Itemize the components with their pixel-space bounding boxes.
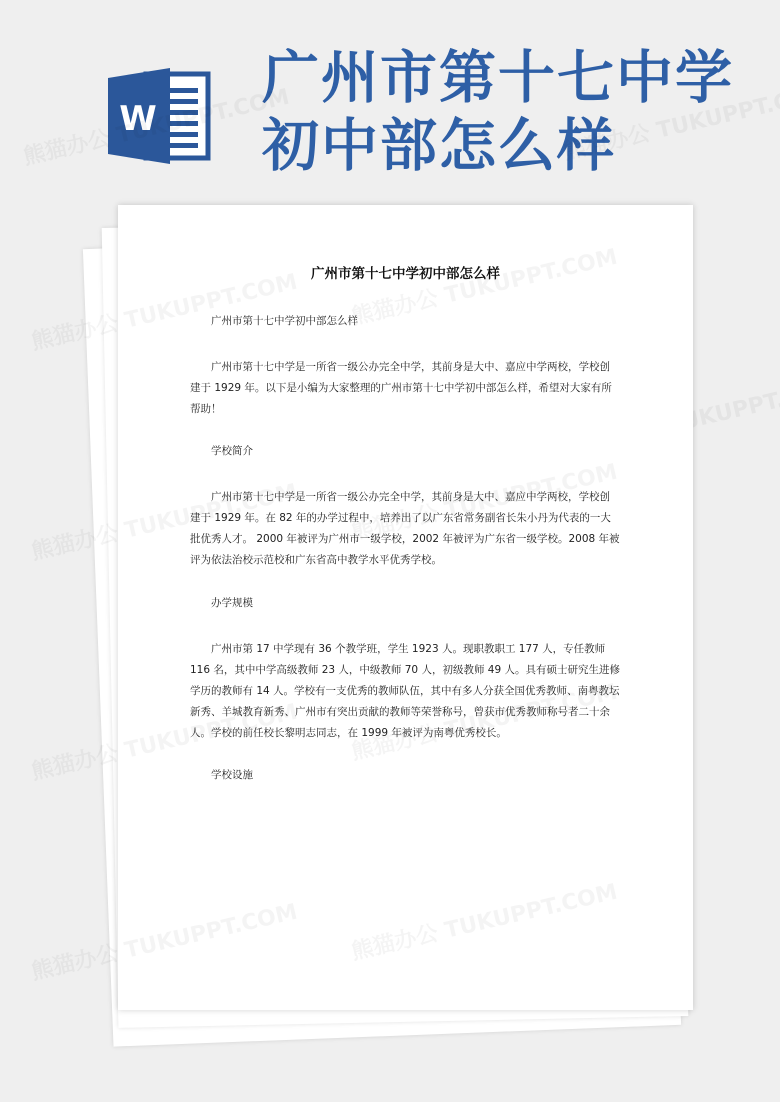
word-icon [108, 68, 212, 164]
intro-text: 广州市第十七中学是一所省一级公办完全中学，其前身是大中、嘉应中学两校，学校创建于 1929 年。以下是小编为大家整理的广州市第十七中学初中部怎么样，希望对大家有所帮助！ [190, 361, 612, 415]
intro-paragraph [190, 357, 620, 420]
section-heading-facilities [190, 765, 620, 786]
profile-text: 广州市第十七中学是一所省一级公办完全中学，其前身是大中、嘉应中学两校，学校创建于 1929 年。在 82 年的办学过程中，培养出了以广东省常务副省长朱小丹为代表的一大批优秀人才。 2000 年被评为广州市一级学校，2002 年被评为广东省一级学校。2008 年被评为依法治校示范校和广东省高中教学水平优秀学校。 [190, 491, 620, 566]
profile-paragraph [190, 487, 620, 571]
page-heading [262, 44, 762, 180]
document-title: 广州市第十七中学初中部怎么样 [311, 266, 500, 282]
section-heading-text: 学校设施 [211, 769, 253, 781]
heading-line-2: 初中部怎么样 [262, 113, 616, 179]
section-heading-scale [190, 593, 620, 614]
heading-line-1: 广州市第十七中学 [262, 45, 734, 111]
section-heading-text: 学校简介 [211, 445, 253, 457]
watermark [28, 895, 300, 986]
section-heading-profile [190, 441, 620, 462]
section-heading-text: 办学规模 [211, 597, 253, 609]
svg-text:W: W [119, 99, 157, 139]
scale-text: 广州市第 17 中学现有 36 个教学班，学生 1923 人。现职教职工 177 人，专任教师116 名，其中中学高级教师 23 人，中级教师 70 人，初级教师 49 人。具有硕士研究生进修学历的教师有 14 人。学校有一支优秀的教师队伍，其中有多人分获全国优秀教师、南粤教坛新秀、羊城教育新秀、广州市有突出贡献的教师等荣誉称号，曾获市优秀教师称号者二十余人。学校的前任校长黎明志同志，在 1999 年被评为南粤优秀校长。 [190, 643, 620, 739]
watermark [348, 875, 620, 966]
document-subtitle [190, 311, 620, 332]
document-page [118, 205, 693, 1010]
subtitle-text: 广州市第十七中学初中部怎么样 [211, 315, 358, 327]
scale-paragraph [190, 639, 620, 744]
